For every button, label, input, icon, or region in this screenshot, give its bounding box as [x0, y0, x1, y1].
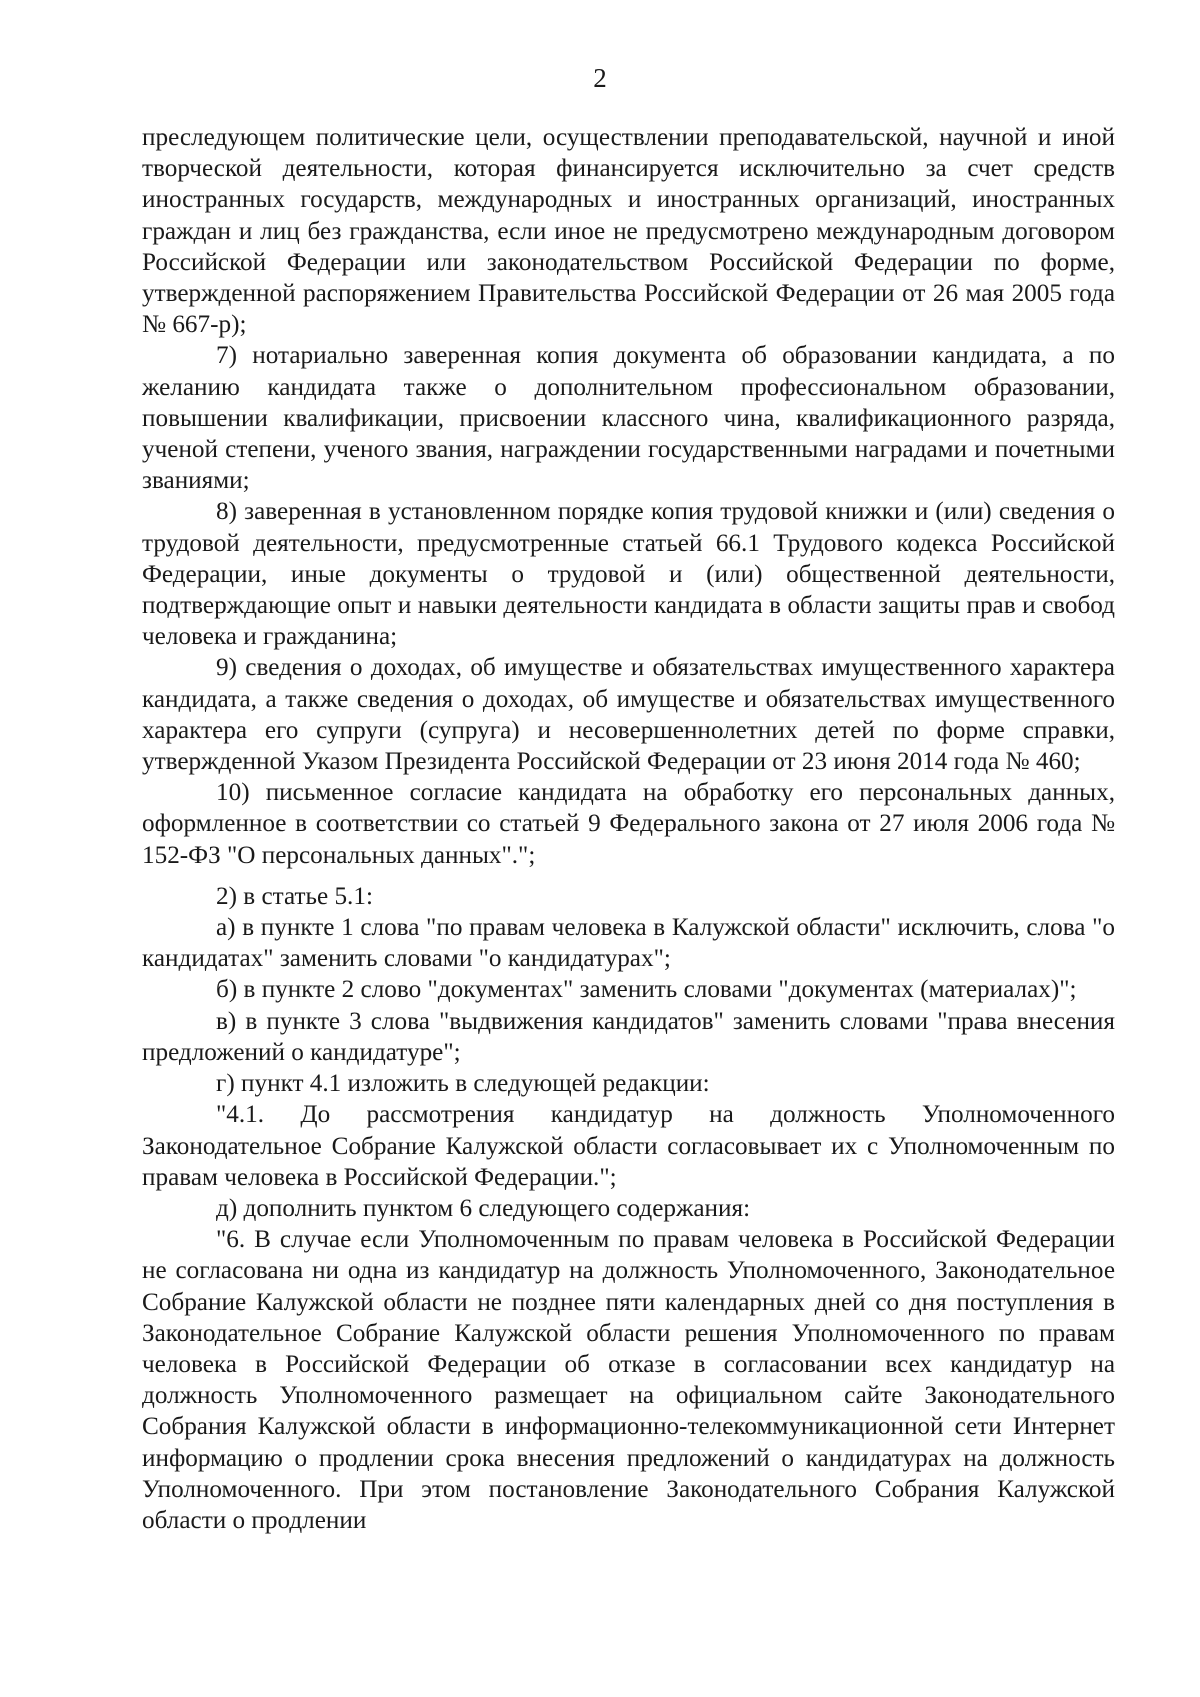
paragraph-subitem-v: в) в пункте 3 слова "выдвижения кандидатов" заменить словами "права внесения предложений о кандидатуре"; [142, 1007, 1115, 1066]
paragraph-item-7: 7) нотариально заверенная копия документа об образовании кандидата, а по желанию кандидата также о дополнительном профессиональном образовании, повышении квалификации, присвоении классного чина, квалификационного разряда, ученой степени, ученого звания, награждении государственными наградами и почетными званиями; [142, 342, 1115, 495]
paragraph-continuation: преследующем политические цели, осуществлении преподавательской, научной и иной творческой деятельности, которая финансируется исключительно за счет средств иностранных государств, международных и иностранных организаций, иностранных граждан и лиц без гражданства, если иное не предусмотрено международным договором Российской Федерации или законодательством Российской Федерации по форме, утвержденной распоряжением Правительства Российской Федерации от 26 мая 2005 года № 667-р); [142, 124, 1115, 339]
document-body [142, 122, 1115, 1536]
paragraph-point-6: "6. В случае если Уполномоченным по правам человека в Российской Федерации не согласована ни одна из кандидатур на должность Уполномоченного, Законодательное Собрание Калужской области не позднее пяти календарных дней со дня поступления в Законодательное Собрание Калужской области решения Уполномоченного по правам человека в Российской Федерации об отказе в согласовании всех кандидатур на должность Уполномоченного размещает на официальном сайте Законодательного Собрания Калужской области в информационно-телекоммуникационной сети Интернет информацию о продлении срока внесения предложений о кандидатурах на должность Уполномоченного. При этом постановление Законодательного Собрания Калужской области о продлении [142, 1226, 1115, 1534]
paragraph-subitem-g: г) пункт 4.1 изложить в следующей редакции: [216, 1070, 710, 1098]
paragraph-article-5-1: 2) в статье 5.1: [216, 882, 373, 910]
paragraph-item-8: 8) заверенная в установленном порядке копия трудовой книжки и (или) сведения о трудовой деятельности, предусмотренные статьей 66.1 Трудового кодекса Российской Федерации, иные документы о трудовой и (или) общественной деятельности, подтверждающие опыт и навыки деятельности кандидата в области защиты прав и свобод человека и гражданина; [142, 498, 1115, 651]
page-number: 2 [593, 63, 607, 93]
paragraph-subitem-d: д) дополнить пунктом 6 следующего содержания: [216, 1194, 751, 1222]
paragraph-point-4-1: "4.1. До рассмотрения кандидатур на должность Уполномоченного Законодательное Собрание Калужской области согласовывает их с Уполномоченным по правам человека в Российской Федерации."; [142, 1101, 1115, 1191]
paragraph-subitem-b: б) в пункте 2 слово "документах" заменить словами "документах (материалах)"; [216, 976, 1077, 1004]
paragraph-item-9: 9) сведения о доходах, об имуществе и обязательствах имущественного характера кандидата, а также сведения о доходах, об имуществе и обязательствах имущественного характера его супруги (супруга) и несовершеннолетних детей по форме справки, утвержденной Указом Президента Российской Федерации от 23 июня 2014 года № 460; [142, 654, 1115, 776]
paragraph-subitem-a: а) в пункте 1 слова "по правам человека в Калужской области" исключить, слова "о кандидатах" заменить словами "о кандидатурах"; [142, 914, 1115, 973]
paragraph-item-10: 10) письменное согласие кандидата на обработку его персональных данных, оформленное в соответствии со статьей 9 Федерального закона от 27 июля 2006 года № 152-ФЗ "О персональных данных"."; [142, 779, 1115, 869]
